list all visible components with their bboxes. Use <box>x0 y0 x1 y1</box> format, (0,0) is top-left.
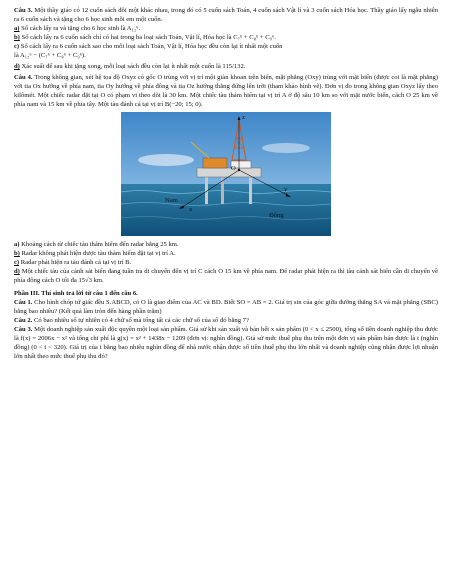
p3-q3-title: Câu 3. <box>14 326 33 333</box>
q4-a-text: Khoảng cách từ chiếc tàu thám hiểm đến radar bằng 25 km. <box>21 241 179 248</box>
part3-title: Phần III. Thí sinh trả lời từ câu 1 đến câu 6. <box>14 290 138 297</box>
q3-b-label: b) <box>14 34 20 41</box>
q3-title: Câu 3. <box>14 7 33 14</box>
q3-stem <box>14 6 438 24</box>
p3-q2 <box>14 316 438 325</box>
axis-z-label: z <box>242 114 245 121</box>
q4-b-text: Radar không phát hiện được tàu thám hiểm đặt tại vị trí A. <box>21 250 176 257</box>
q3-c <box>14 42 438 51</box>
q3-b <box>14 33 438 42</box>
q4-stem <box>14 73 438 109</box>
q4-d-text: Một chiếc tàu của cảnh sát biển đang tuần tra di chuyển đến vị trí C cách O 15 km về phía nam. Để radar phát hiện ra thì tàu cảnh sát biển cần di chuyển về phía đông cách O tối đa 15√3 km. <box>14 268 438 284</box>
q4-c <box>14 258 438 267</box>
east-label: Đông <box>269 212 284 219</box>
p3-q2-text: Có bao nhiêu số tự nhiên có 4 chữ số mà tổng tất cả các chữ số của số đó bằng 7? <box>33 317 249 324</box>
q4-text: Trong không gian, xét hệ tọa độ Oxyz có gốc O trùng với vị trí một giàn khoan trên biển, mặt phẳng (Oxy) trùng với mặt biển (được coi là mặt phẳng) với tia Ox hướng về phía nam, tia Oy hướng về phía đông và tia Oz hướng thẳng đứng lên trời (tham khảo hình vẽ). Đơn vị đo trong không gian Oxyz lấy theo kilômét. Một chiếc radar đặt tại O có phạm vi theo dõi là 30 km. Một chiếc tàu thám hiểm tại vị trí A ở độ sâu 10 km so với mặt nước biển, cách O 25 km về phía nam và 15 km về phía tây. Một tàu đánh cá tại vị trí B(−20; 15; 0). <box>14 74 438 108</box>
q4-b <box>14 249 438 258</box>
q3-c-label: c) <box>14 43 20 50</box>
p3-q3-text: Một doanh nghiệp sản xuất độc quyền một loại sản phẩm. Giả sử khi sản xuất và bán hết x sản phẩm (0 < x ≤ 2500), tổng số tiền doanh nghiệp thu được là f(x) = 2006x − x² và tổng chi phí là g(x) = x² + 1438x − 1209 (đơn vị: nghìn đồng). Giả sử mức thuế phụ thu trên một đơn vị sản phẩm bán được là t (nghìn đồng) (0 < t < 320). Giá trị của t bằng bao nhiêu nghìn đồng để nhà nước nhận được số tiền thuế phụ thu lớn nhất và doanh nghiệp cũng nhận được lợi nhuận lớn nhất theo mức thuế phụ thu đó? <box>14 326 438 360</box>
axis-y-label: y <box>284 186 288 193</box>
oil-rig-figure <box>121 112 331 236</box>
p3-q1-text: Cho hình chóp tứ giác đều S.ABCD, có O là giao điểm của AC và BD. Biết SO = AB = 2. Giá trị sin của góc giữa đường thẳng SA và mặt phẳng (SBC) bằng bao nhiêu? (Kết quả làm tròn đến hàng phần trăm) <box>14 299 438 315</box>
q3-a-text: Số cách lấy ra và tặng cho 6 học sinh là A₁₂⁶. <box>21 25 141 32</box>
q4-a-label: a) <box>14 241 20 248</box>
q4-d-label: d) <box>14 268 20 275</box>
q3-c-cont <box>14 51 438 60</box>
p3-q1 <box>14 298 438 316</box>
q3-a-label: a) <box>14 25 20 32</box>
q4-c-text: Radar phát hiện ra tàu đánh cá tại vị trí B. <box>20 259 132 266</box>
p3-q3 <box>14 325 438 361</box>
q3-b-text: Số cách lấy ra 6 cuốn sách chỉ có hai trong ba loại sách Toán, Vật lí, Hóa học là C₇⁶ + C₈⁶ + C₉⁶. <box>21 34 276 41</box>
q3-text: Một thầy giáo có 12 cuốn sách đôi một khác nhau, trong đó có 5 cuốn sách Toán, 4 cuốn sách Vật lí và 3 cuốn sách Hóa học. Thầy giáo lấy ngẫu nhiên ra 6 cuốn sách và tặng cho 6 học sinh mỗi em một cuốn. <box>14 7 439 23</box>
q3-c-text2: là A₁₂⁶ − (C₇⁶ + C₈⁶ + C₉⁶). <box>14 52 86 59</box>
p3-q1-title: Câu 1. <box>14 299 33 306</box>
q3-a <box>14 24 438 33</box>
q4-c-label: c) <box>14 259 20 266</box>
origin-label: O <box>231 165 236 172</box>
q3-d-text: Xác suất để sau khi tặng xong, mỗi loại sách đều còn lại ít nhất một cuốn là 115/132. <box>21 63 246 70</box>
p3-q2-title: Câu 2. <box>14 317 33 324</box>
q4-b-label: b) <box>14 250 20 257</box>
q4-d <box>14 267 438 285</box>
oil-rig-illustration <box>121 112 331 236</box>
q3-d <box>14 62 438 71</box>
q3-d-label: d) <box>14 63 20 70</box>
axis-x-label: x <box>189 206 193 213</box>
q3-c-text1: Số cách lấy ra 6 cuốn sách sao cho mỗi loại sách Toán, Vật lí, Hóa học đều còn lại ít nhất một cuốn <box>20 43 283 50</box>
q4-title: Câu 4. <box>14 74 33 81</box>
q4-a <box>14 240 438 249</box>
south-label: Nam <box>165 197 178 204</box>
